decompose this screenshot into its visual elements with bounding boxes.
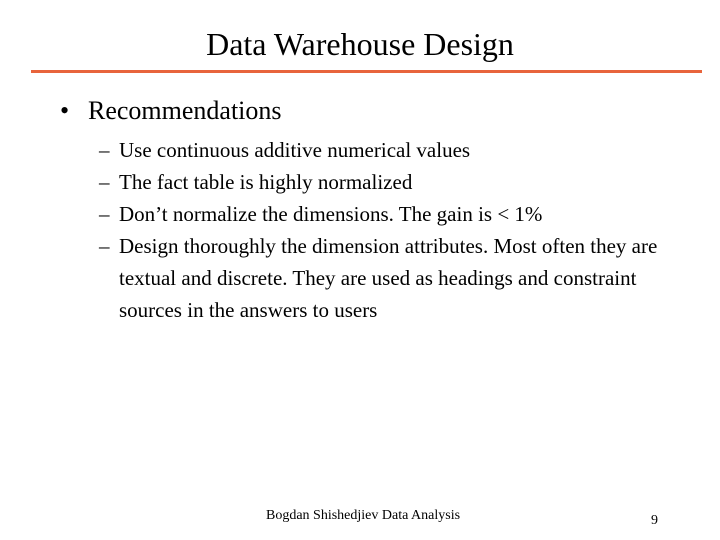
dash-icon: – (99, 170, 110, 194)
bullet-label: Recommendations (88, 96, 282, 125)
sub-bullet-text: Design thoroughly the dimension attributes. Most often they are textual and discrete. They are used as headings and constraint sources in the answers to users (119, 234, 658, 322)
dash-icon: – (99, 202, 110, 226)
sub-bullet-text: Don’t normalize the dimensions. The gain is < 1% (119, 202, 543, 226)
slide-title: Data Warehouse Design (206, 26, 514, 62)
page-number: 9 (651, 513, 658, 528)
sub-bullet-item (99, 198, 669, 230)
dash-icon: – (99, 138, 110, 162)
sub-bullet-item (99, 230, 669, 326)
sub-bullet-item (99, 134, 669, 166)
sub-bullet-text: The fact table is highly normalized (119, 170, 413, 194)
sub-bullet-list (99, 134, 669, 326)
footer-author: Bogdan Shishedjiev Data Analysis (266, 508, 461, 523)
title-divider (31, 70, 702, 73)
sub-bullet-item (99, 166, 669, 198)
bullet-icon: • (60, 96, 70, 125)
dash-icon: – (99, 234, 110, 258)
bullet-recommendations (60, 94, 282, 128)
sub-bullet-text: Use continuous additive numerical values (119, 138, 471, 162)
